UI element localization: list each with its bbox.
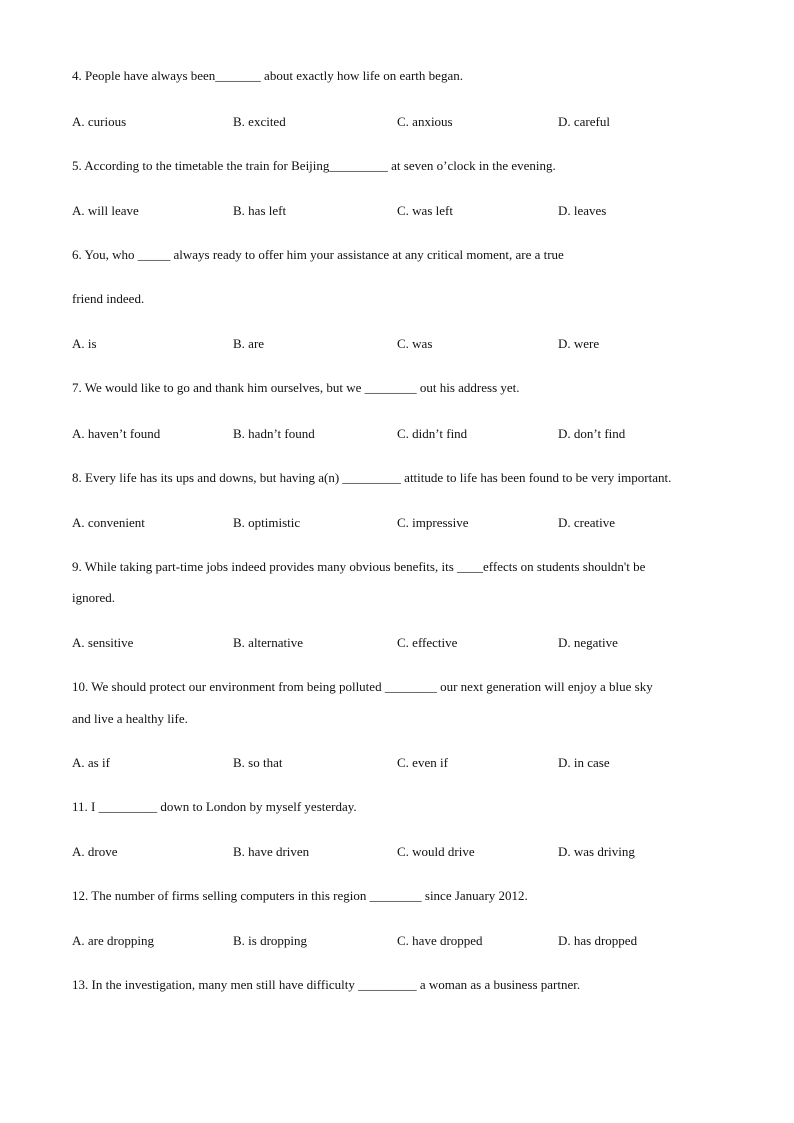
question-7-options (72, 424, 722, 444)
question-10-stem-line-2: and live a healthy life. (72, 711, 188, 726)
question-12-option-a: A. are dropping (72, 933, 154, 948)
question-6-stem-line-2: friend indeed. (72, 291, 145, 306)
question-9-option-b: B. alternative (233, 635, 304, 650)
question-11-option-b: B. have driven (233, 844, 310, 859)
question-4-options (72, 112, 722, 132)
question-9-stem-line-2: ignored. (72, 590, 115, 605)
question-12-stem: 12. The number of firms selling computers in this region ________ since January 2012. (72, 888, 528, 903)
question-12-option-c: C. have dropped (397, 933, 483, 948)
question-8-option-a: A. convenient (72, 515, 145, 530)
question-12-option-b: B. is dropping (233, 933, 308, 948)
question-10-option-a: A. as if (72, 755, 110, 770)
question-7-option-d: D. don’t find (558, 426, 626, 441)
question-11-option-c: C. would drive (397, 844, 475, 859)
question-7-option-a: A. haven’t found (72, 426, 161, 441)
question-9-option-d: D. negative (558, 635, 618, 650)
question-10-option-b: B. so that (233, 755, 283, 770)
question-8-options (72, 513, 722, 533)
question-10-options (72, 753, 722, 773)
question-9-stem-line-1: 9. While taking part-time jobs indeed provides many obvious benefits, its ____effects on students shouldn't be (72, 559, 646, 574)
question-5-option-d: D. leaves (558, 203, 607, 218)
question-12-option-d: D. has dropped (558, 933, 638, 948)
question-6-stem-line-1: 6. You, who _____ always ready to offer him your assistance at any critical moment, are a true (72, 247, 564, 262)
question-7-stem: 7. We would like to go and thank him ourselves, but we ________ out his address yet. (72, 380, 520, 395)
question-6-option-c: C. was (397, 336, 433, 351)
question-10-option-d: D. in case (558, 755, 610, 770)
question-4-option-b: B. excited (233, 114, 286, 129)
question-4-option-c: C. anxious (397, 114, 453, 129)
question-4-option-a: A. curious (72, 114, 127, 129)
question-8-option-c: C. impressive (397, 515, 469, 530)
question-9-option-a: A. sensitive (72, 635, 134, 650)
question-8-option-b: B. optimistic (233, 515, 301, 530)
question-11-options (72, 842, 722, 862)
question-8-option-d: D. creative (558, 515, 616, 530)
question-4-option-d: D. careful (558, 114, 610, 129)
question-11-option-d: D. was driving (558, 844, 635, 859)
question-9-options (72, 633, 722, 653)
question-5-stem: 5. According to the timetable the train for Beijing_________ at seven o’clock in the evening. (72, 158, 556, 173)
question-5-option-a: A. will leave (72, 203, 139, 218)
question-5-option-c: C. was left (397, 203, 453, 218)
question-11-stem: 11. I _________ down to London by myself yesterday. (72, 799, 357, 814)
question-5-option-b: B. has left (233, 203, 287, 218)
question-8-stem: 8. Every life has its ups and downs, but having a(n) _________ attitude to life has been found to be very important. (72, 470, 672, 485)
question-12-options (72, 931, 722, 951)
question-6-option-b: B. are (233, 336, 265, 351)
question-5-options (72, 201, 722, 221)
question-6-options (72, 334, 722, 354)
question-13-stem: 13. In the investigation, many men still have difficulty _________ a woman as a business partner. (72, 977, 581, 992)
question-7-option-c: C. didn’t find (397, 426, 468, 441)
question-4-stem: 4. People have always been_______ about exactly how life on earth began. (72, 68, 463, 83)
question-9-option-c: C. effective (397, 635, 458, 650)
question-10-stem-line-1: 10. We should protect our environment from being polluted ________ our next generation will enjoy a blue sky (72, 679, 653, 694)
question-11-option-a: A. drove (72, 844, 118, 859)
question-6-option-a: A. is (72, 336, 97, 351)
question-7-option-b: B. hadn’t found (233, 426, 315, 441)
question-10-option-c: C. even if (397, 755, 448, 770)
question-6-option-d: D. were (558, 336, 600, 351)
